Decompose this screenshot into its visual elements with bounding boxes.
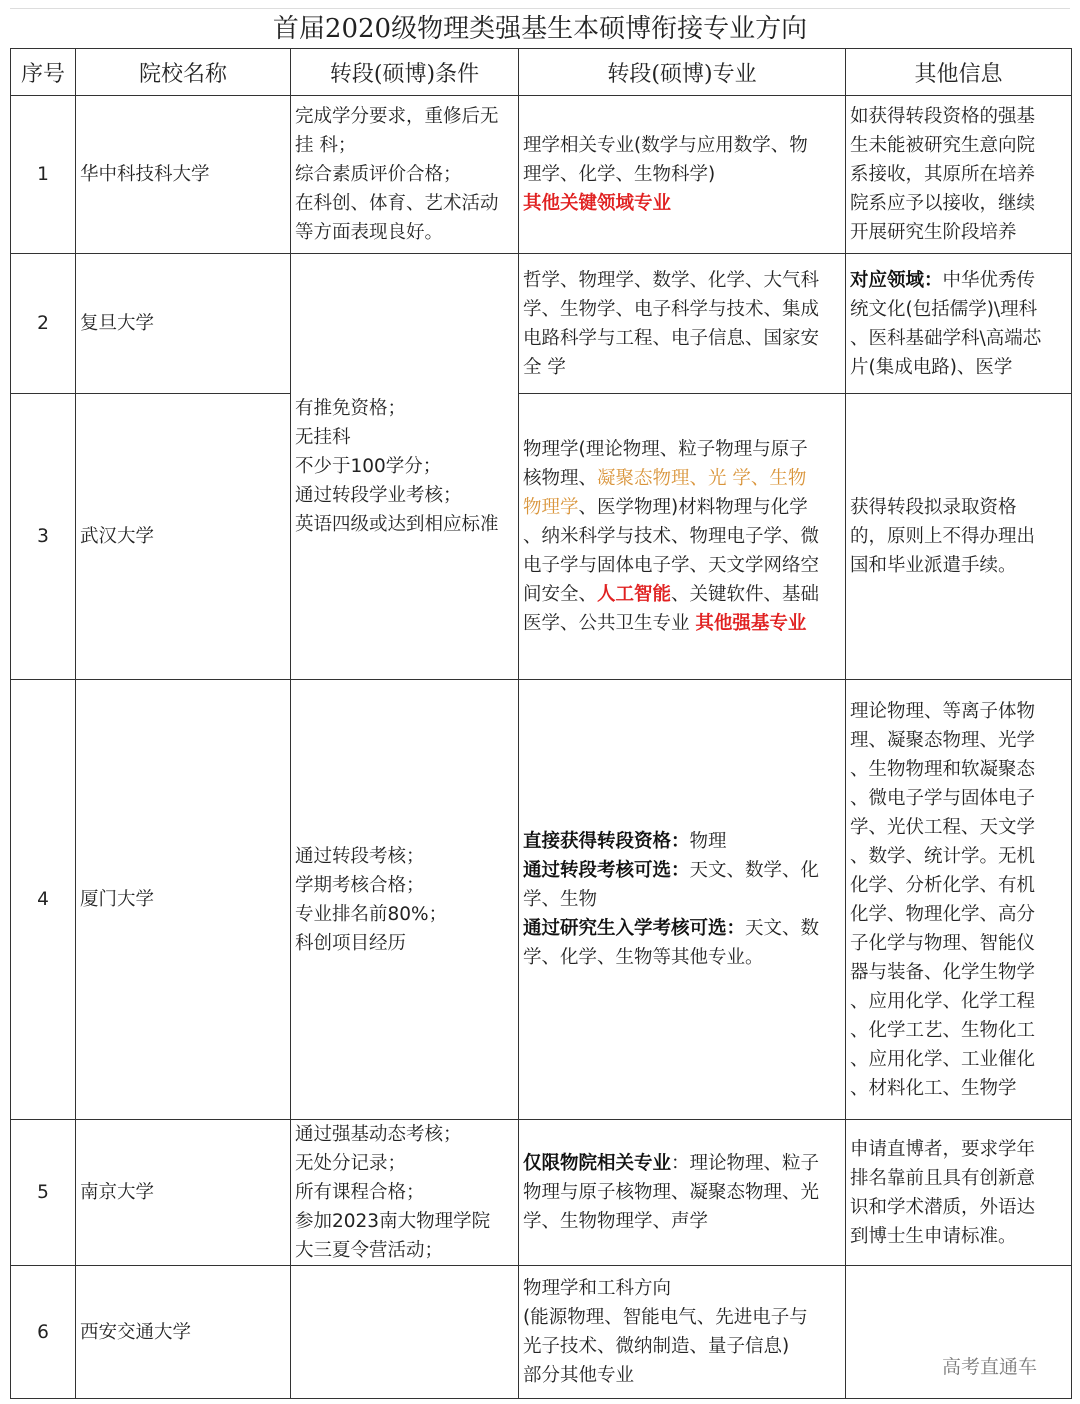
- text-segment: 、材料化工、生物学: [850, 1077, 1017, 1099]
- highlighted-text: 通过研究生入学考核可选：: [523, 918, 746, 939]
- table-row: [11, 394, 1072, 680]
- text-line: [850, 522, 1067, 551]
- text-segment: 识和学术潜质，外语达: [850, 1196, 1036, 1218]
- text-line: [295, 1149, 514, 1178]
- text-segment: 学、生物物理学、声学: [523, 1211, 709, 1232]
- text-line: [850, 784, 1067, 813]
- conditions-cell: [291, 254, 519, 680]
- text-line: [295, 131, 514, 160]
- text-line: [523, 1274, 841, 1303]
- text-line: [523, 295, 841, 324]
- text-line: [850, 102, 1067, 131]
- table-title: 首届2020级物理类强基生本硕博衔接专业方向: [10, 8, 1070, 49]
- header-conditions: 转段(硕博)条件: [291, 49, 519, 96]
- text-segment: 物理: [689, 831, 727, 852]
- text-line: [850, 871, 1067, 900]
- text-line: [523, 1207, 841, 1236]
- text-segment: 子化学与物理、智能仪: [850, 932, 1036, 954]
- text-line: [523, 943, 841, 972]
- school-name: 武汉大学: [76, 394, 291, 680]
- text-segment: 通过转段学业考核；: [295, 485, 462, 506]
- header-other-info: 其他信息: [846, 49, 1072, 96]
- text-line: [850, 324, 1067, 353]
- text-line: [523, 580, 841, 609]
- text-line: [295, 218, 514, 247]
- text-segment: 申请直博者，要求学年: [850, 1138, 1036, 1160]
- text-line: [523, 551, 841, 580]
- majors-table: [10, 48, 1072, 1399]
- highlighted-text: 物理学: [523, 497, 579, 518]
- highlighted-text: 直接获得转段资格：: [523, 831, 690, 852]
- text-segment: 的，原则上不得办理出: [850, 526, 1036, 547]
- text-line: [523, 856, 841, 885]
- highlighted-text: 通过转段考核可选：: [523, 860, 690, 881]
- text-segment: 综合素质评价合格；: [295, 164, 462, 185]
- text-segment: 有推免资格；: [295, 398, 407, 419]
- conditions-cell: [291, 1120, 519, 1266]
- text-segment: 哲学、物理学、数学、化学、大气科: [523, 269, 820, 291]
- text-line: [850, 900, 1067, 929]
- text-segment: 理学、化学、生物科学): [523, 164, 716, 185]
- text-line: [295, 102, 514, 131]
- school-name: 华中科技科大学: [76, 96, 291, 254]
- majors-cell: [519, 96, 846, 254]
- school-name: 西安交通大学: [76, 1266, 291, 1399]
- text-segment: 通过强基动态考核；: [295, 1124, 462, 1145]
- text-segment: 化学、分析化学、有机: [850, 874, 1036, 896]
- watermark: 高考直通车: [942, 1356, 1038, 1378]
- text-segment: 、生物物理和软凝聚态: [850, 758, 1036, 780]
- text-segment: 参加2023南大物理学院: [295, 1211, 491, 1232]
- text-segment: 学、生物学、电子科学与技术、集成: [523, 298, 820, 320]
- text-line: [850, 218, 1067, 247]
- text-line: [850, 1164, 1067, 1193]
- text-segment: 电子学与固体电子学、天文学网络空: [523, 555, 820, 576]
- text-line: [295, 1178, 514, 1207]
- text-line: [295, 423, 514, 452]
- text-segment: 排名靠前且具有创新意: [850, 1167, 1036, 1189]
- text-segment: 部分其他专业: [523, 1365, 635, 1386]
- text-line: [523, 493, 841, 522]
- text-line: [850, 842, 1067, 871]
- text-line: [295, 1120, 514, 1149]
- text-segment: 、关键软件、基础: [671, 584, 820, 605]
- other-info-cell: [846, 394, 1072, 680]
- text-line: [850, 189, 1067, 218]
- text-segment: 大三夏令营活动；: [295, 1240, 444, 1261]
- majors-cell: [519, 1120, 846, 1266]
- row-index: 4: [11, 680, 76, 1120]
- text-segment: 无处分记录；: [295, 1153, 407, 1174]
- text-line: [523, 885, 841, 914]
- text-segment: 电路科学与工程、电子信息、国家安: [523, 327, 820, 349]
- header-index: 序号: [11, 49, 76, 96]
- text-line: [850, 1074, 1067, 1103]
- text-line: [523, 464, 841, 493]
- row-index: 1: [11, 96, 76, 254]
- other-info-cell: [846, 680, 1072, 1120]
- text-segment: 完成学分要求，重修后无: [295, 106, 499, 127]
- row-index: 3: [11, 394, 76, 680]
- text-segment: 学期考核合格；: [295, 874, 425, 896]
- header-school: 院校名称: [76, 49, 291, 96]
- text-line: [850, 987, 1067, 1016]
- text-segment: 核物理、: [523, 468, 598, 489]
- table-row: [11, 1120, 1072, 1266]
- header-row: [11, 49, 1072, 96]
- text-line: [523, 435, 841, 464]
- text-line: [850, 266, 1067, 295]
- text-line: [850, 551, 1067, 580]
- text-segment: 获得转段拟录取资格: [850, 497, 1017, 518]
- text-segment: 理、凝聚态物理、光学: [850, 729, 1036, 751]
- school-name: 南京大学: [76, 1120, 291, 1266]
- text-line: [850, 131, 1067, 160]
- highlighted-text: 其他关键领域专业: [523, 193, 672, 214]
- table-row: [11, 254, 1072, 394]
- text-segment: 天文、数学、化: [689, 860, 820, 881]
- text-segment: 理论物理、等离子体物: [850, 700, 1036, 722]
- text-line: [295, 510, 514, 539]
- text-line: [523, 1361, 841, 1390]
- text-segment: 、化学工艺、生物化工: [850, 1019, 1036, 1041]
- text-line: [850, 1135, 1067, 1164]
- text-line: [523, 324, 841, 353]
- text-segment: 、微电子学与固体电子: [850, 787, 1036, 809]
- table-row: [11, 680, 1072, 1120]
- text-segment: ：理论物理、粒子: [671, 1153, 820, 1174]
- text-line: [523, 266, 841, 295]
- text-line: [850, 929, 1067, 958]
- text-segment: 医学、公共卫生专业: [523, 613, 696, 634]
- text-line: [523, 914, 841, 943]
- text-line: [523, 827, 841, 856]
- text-line: [850, 493, 1067, 522]
- text-segment: 学、生物: [523, 889, 598, 910]
- text-line: [523, 609, 841, 638]
- text-segment: 通过转段考核；: [295, 845, 425, 867]
- text-line: [295, 842, 514, 871]
- text-line: [523, 160, 841, 189]
- text-segment: 、医科基础学科\高端芯: [850, 327, 1042, 349]
- majors-cell: [519, 394, 846, 680]
- text-segment: 物理学(理论物理、粒子物理与原子: [523, 439, 808, 460]
- text-segment: 开展研究生阶段培养: [850, 222, 1017, 243]
- text-segment: 中华优秀传: [942, 269, 1036, 291]
- conditions-cell: [291, 96, 519, 254]
- text-segment: 、纳米科学与技术、物理电子学、微: [523, 526, 820, 547]
- text-segment: 理学相关专业(数学与应用数学、物: [523, 135, 808, 156]
- text-line: [295, 929, 514, 958]
- text-segment: 等方面表现良好。: [295, 222, 444, 243]
- text-segment: 学、化学、生物等其他专业。: [523, 947, 764, 968]
- text-line: [850, 1016, 1067, 1045]
- text-line: [523, 522, 841, 551]
- text-line: [850, 958, 1067, 987]
- conditions-cell: [291, 1266, 519, 1399]
- text-line: [295, 1236, 514, 1265]
- other-info-cell: [846, 96, 1072, 254]
- majors-cell: [519, 680, 846, 1120]
- highlighted-text: 其他强基专业: [695, 613, 807, 634]
- text-line: [295, 189, 514, 218]
- text-segment: 物理学和工科方向: [523, 1278, 672, 1299]
- text-segment: 挂 科；: [295, 135, 357, 156]
- text-line: [295, 871, 514, 900]
- text-line: [523, 189, 841, 218]
- text-segment: 到博士生申请标准。: [850, 1225, 1017, 1247]
- table-row: [11, 1266, 1072, 1399]
- text-line: [523, 1332, 841, 1361]
- majors-cell: [519, 254, 846, 394]
- text-segment: 系接收，其原所在培养: [850, 164, 1036, 185]
- text-segment: 无挂科: [295, 427, 351, 448]
- text-segment: 间安全、: [523, 584, 598, 605]
- text-segment: 化学、物理化学、高分: [850, 903, 1036, 925]
- text-segment: 不少于100学分；: [295, 456, 442, 477]
- text-line: [523, 131, 841, 160]
- text-segment: 片(集成电路)、医学: [850, 356, 1013, 378]
- text-segment: 生未能被研究生意向院: [850, 135, 1036, 156]
- text-line: [850, 1193, 1067, 1222]
- other-info-cell: [846, 254, 1072, 394]
- row-index: 6: [11, 1266, 76, 1399]
- text-line: [850, 755, 1067, 784]
- highlighted-text: 对应领域：: [850, 269, 943, 291]
- text-line: [850, 160, 1067, 189]
- text-line: [850, 697, 1067, 726]
- text-line: [295, 900, 514, 929]
- text-segment: 国和毕业派遣手续。: [850, 555, 1017, 576]
- row-index: 5: [11, 1120, 76, 1266]
- text-segment: 物理与原子核物理、凝聚态物理、光: [523, 1182, 820, 1203]
- row-index: 2: [11, 254, 76, 394]
- text-segment: 学、光伏工程、天文学: [850, 816, 1036, 838]
- text-line: [295, 394, 514, 423]
- text-line: [523, 353, 841, 382]
- text-line: [523, 1149, 841, 1178]
- text-segment: 所有课程合格；: [295, 1182, 425, 1203]
- text-line: [295, 452, 514, 481]
- text-line: [850, 1045, 1067, 1074]
- text-segment: 、数学、统计学。无机: [850, 845, 1036, 867]
- school-name: 复旦大学: [76, 254, 291, 394]
- highlighted-text: 仅限物院相关专业: [523, 1153, 672, 1174]
- text-segment: 、应用化学、化学工程: [850, 990, 1036, 1012]
- highlighted-text: 人工智能: [597, 584, 672, 605]
- text-line: [295, 481, 514, 510]
- highlighted-text: 凝聚态物理、光 学、生物: [597, 468, 807, 489]
- school-name: 厦门大学: [76, 680, 291, 1120]
- text-segment: (能源物理、智能电气、先进电子与: [523, 1307, 808, 1328]
- text-segment: 统文化(包括儒学)\理科: [850, 298, 1038, 320]
- header-majors: 转段(硕博)专业: [519, 49, 846, 96]
- text-segment: 在科创、体育、艺术活动: [295, 193, 499, 214]
- other-info-cell: [846, 1120, 1072, 1266]
- text-segment: 科创项目经历: [295, 932, 407, 954]
- text-line: [850, 295, 1067, 324]
- text-segment: 、应用化学、工业催化: [850, 1048, 1036, 1070]
- text-segment: 器与装备、化学生物学: [850, 961, 1036, 983]
- text-segment: 、医学物理)材料物理与化学: [578, 497, 808, 518]
- text-segment: 光子技术、微纳制造、量子信息): [523, 1336, 790, 1357]
- text-line: [295, 1207, 514, 1236]
- text-line: [850, 813, 1067, 842]
- text-line: [850, 353, 1067, 382]
- text-line: [295, 160, 514, 189]
- text-line: [850, 726, 1067, 755]
- majors-cell: [519, 1266, 846, 1399]
- conditions-cell: [291, 680, 519, 1120]
- text-segment: 如获得转段资格的强基: [850, 106, 1036, 127]
- text-segment: 英语四级或达到相应标准: [295, 514, 499, 535]
- text-line: [523, 1178, 841, 1207]
- text-segment: 专业排名前80%；: [295, 903, 448, 925]
- text-segment: 院系应予以接收，继续: [850, 193, 1036, 214]
- text-line: [523, 1303, 841, 1332]
- table-row: [11, 96, 1072, 254]
- text-line: [850, 1222, 1067, 1251]
- text-segment: 全 学: [523, 356, 566, 378]
- text-segment: 天文、数: [745, 918, 820, 939]
